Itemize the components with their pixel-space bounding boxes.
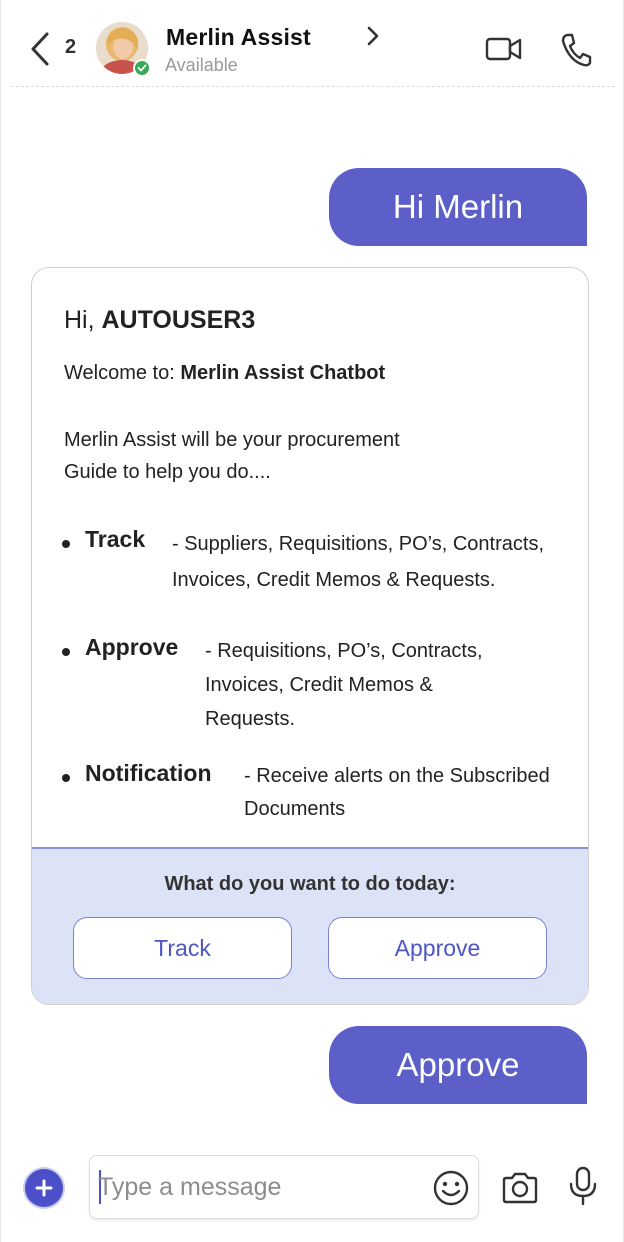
feature-description: - Requisitions, PO’s, Contracts, Invoices, Credit Memos & Requests. [205,640,483,730]
bot-message-card [31,267,589,1005]
feature-name: Approve [85,634,179,660]
welcome-line [64,362,385,385]
greeting [64,306,255,335]
bullet [62,774,70,782]
phone-icon [559,32,593,68]
chat-header [1,0,624,88]
check-icon [137,63,147,73]
prompt-question: What do you want to do today: [164,873,456,895]
approve-option-button[interactable]: Approve [328,917,547,979]
camera-icon [501,1170,539,1206]
contact-details-button[interactable] [361,24,385,48]
welcome-prefix: Welcome to: [64,362,181,384]
chevron-right-icon [361,24,385,48]
welcome-bot-name: Merlin Assist Chatbot [180,362,386,384]
back-button[interactable] [25,30,55,68]
intro-line: Merlin Assist will be your procurement [64,429,400,451]
track-option-button[interactable]: Track [73,917,292,979]
feature-name: Track [85,526,146,552]
intro-text [64,424,504,488]
video-call-button[interactable] [485,34,523,64]
chevron-left-icon [29,31,51,67]
card-actions [32,847,588,1005]
feature-description: - Receive alerts on the Subscribed Documents [244,765,550,820]
emoji-button[interactable] [432,1169,470,1207]
outgoing-message: Approve [329,1026,587,1104]
video-camera-icon [485,34,523,64]
audio-call-button[interactable] [559,32,593,68]
feature-name: Notification [85,760,212,786]
message-input-box[interactable] [89,1155,479,1219]
contact-avatar[interactable] [96,22,152,78]
message-composer [1,1140,624,1240]
camera-button[interactable] [501,1170,539,1206]
presence-available-badge [133,59,151,77]
bullet [62,540,70,548]
feature-description: - Suppliers, Requisitions, PO’s, Contracts, Invoices, Credit Memos & Requests. [172,533,545,591]
outgoing-message: Hi Merlin [329,168,587,246]
greeting-prefix: Hi, [64,306,102,334]
contact-status: Available [165,55,238,75]
microphone-icon [567,1166,599,1206]
add-attachment-button[interactable] [25,1169,63,1207]
contact-name[interactable]: Merlin Assist [166,24,311,50]
message-input[interactable] [98,1164,418,1210]
smiley-icon [432,1169,470,1207]
voice-message-button[interactable] [567,1166,599,1206]
card-body [32,268,588,848]
unread-count: 2 [65,36,77,58]
plus-icon [34,1178,54,1198]
header-divider [11,86,615,87]
intro-line: Guide to help you do.... [64,461,271,483]
username: AUTOUSER3 [101,306,256,334]
bullet [62,648,70,656]
